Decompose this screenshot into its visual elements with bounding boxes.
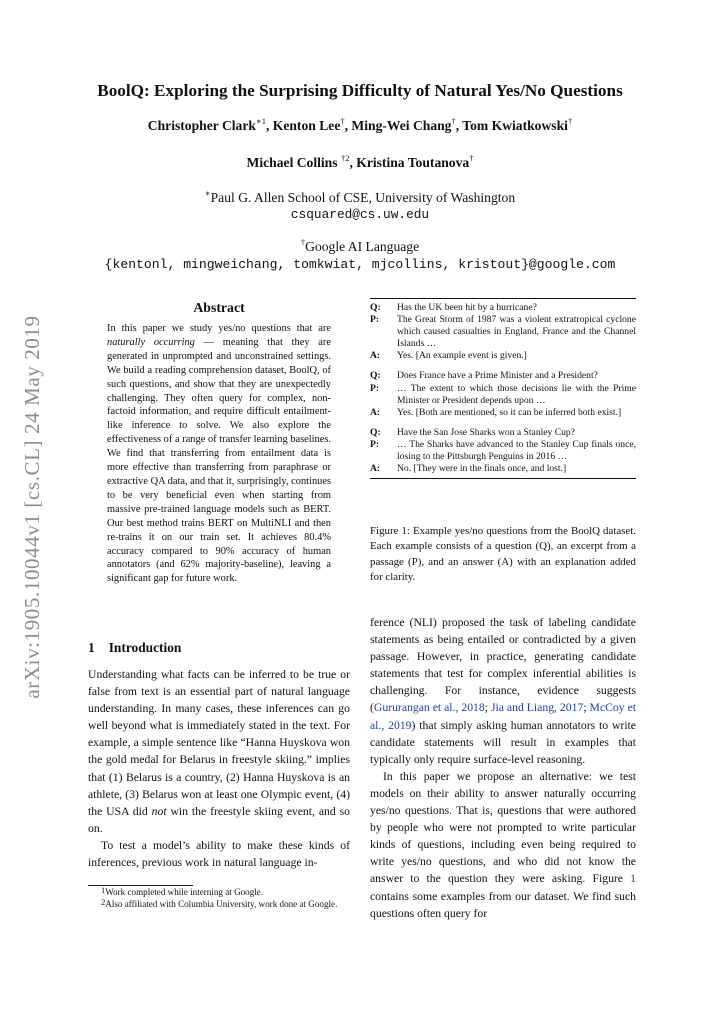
arxiv-stamp: arXiv:1905.10044v1 [cs.CL] 24 May 2019 — [20, 315, 44, 699]
abstract-text: In this paper we study yes/no questions that are naturally occurring — meaning that they are generated in unprompted and unconstrained settings. We build a reading comprehension dataset, BoolQ, of such questions, and show that they are unexpectedly challenging. They often query for complex, non-factoid information, and require difficult entailment-like inference to solve. We also explore the effectiveness of a range of transfer learning baselines. We find that transferring from entailment data is more effective than transferring from paraphrase or extractive QA data, and that it, surprisingly, continues to be very beneficial even when starting from massive pre-trained language models such as BERT. Our best method trains BERT on MultiNLI and then re-trains it on our train set. It achieves 80.4% accuracy compared to 90% accuracy of human annotators (and 62% majority-baseline), leaving a significant gap for future work. — [107, 323, 331, 585]
figure-ref-link[interactable]: 1 — [630, 872, 636, 886]
citation-link[interactable]: Gururangan et al., 2018 — [373, 701, 485, 715]
example-passage: P: … The extent to which those decisions lie with the Prime Minister or President depends upon … — [370, 382, 636, 406]
section-title: Introduction — [108, 640, 182, 655]
author-name: Kenton Lee — [272, 118, 341, 133]
author-mark: † — [451, 116, 456, 126]
footnote: $^2$Also affiliated with Columbia University, work done at Google. — [101, 896, 338, 909]
example-question: Q: Does France have a Prime Minister and a President? — [370, 370, 598, 382]
emphasis: naturally occurring — [107, 336, 195, 348]
paper-title: BoolQ: Exploring the Surprising Difficulty of Natural Yes/No Questions — [97, 81, 623, 100]
author-name: Tom Kwiatkowski — [462, 118, 568, 133]
affiliation-uw — [0, 190, 720, 206]
affiliation-mark: † — [300, 237, 306, 247]
example-passage: P: … The Sharks have advanced to the Stanley Cup finals once, losing to the Pittsburgh Penguins in 2016 … — [370, 438, 636, 463]
section-number: 1 — [88, 640, 95, 655]
emphasis: not — [151, 804, 167, 818]
right-column-body — [370, 614, 636, 922]
author-name: Michael Collins — [246, 155, 338, 170]
author-name: Christopher Clark — [147, 118, 256, 133]
example-answer: A: No. [They were in the finals once, and lost.] — [370, 463, 567, 475]
paragraph: To test a model’s ability to make these kinds of inferences, previous work in natural language in- — [88, 838, 350, 870]
author-mark: ∗1 — [255, 116, 266, 126]
citation-link[interactable]: McCoy et al., 2019 — [370, 701, 637, 732]
author-name: Ming-Wei Chang — [351, 118, 452, 133]
abstract-heading: Abstract — [193, 300, 245, 315]
figure-caption: Figure 1: Example yes/no questions from the BoolQ dataset. Each example consists of a question (Q), an excerpt from a passage (P), and an answer (A) with an explanation added for clarity. — [370, 525, 636, 583]
affiliation-email: csquared@cs.uw.edu — [290, 207, 430, 222]
section-heading — [88, 640, 181, 656]
author-mark: † — [567, 116, 573, 126]
affiliation-google — [0, 239, 720, 255]
author-mark: † — [469, 153, 474, 163]
affiliation-name: Paul G. Allen School of CSE, University of Washington — [210, 190, 516, 205]
affiliation-email: {kentonl, mingweichang, tomkwiat, mjcollins, kristout}@google.com — [104, 257, 616, 272]
author-mark: † — [340, 116, 345, 126]
figure-1-box — [370, 298, 636, 479]
paragraph: In this paper we propose an alternative: we test models on their ability to answer naturally occurring yes/no questions. That is, questions that were authored by people who were not prompted to write particular kinds of questions, including even being required to write yes/no questions, and who did not know the answer to the question they were asking. Figure 1 contains some examples from our dataset. We find such questions often query for — [370, 769, 636, 920]
citation-link[interactable]: Jia and Liang, 2017 — [490, 701, 584, 715]
author-line-2: Michael Collins $^{\dagger 2}$, Kristina Toutanova† — [246, 153, 474, 170]
affiliation-name: Google AI Language — [305, 239, 420, 254]
author-mark: †2 — [340, 153, 350, 163]
paragraph: ference (NLI) proposed the task of labeling candidate statements as being entailed or contradicted by a given passage. However, in practice, generating candidate statements that test for complex inferential abilities is challenging. For instance, evidence suggests (Gururangan et al., 2018; Jia and Liang, 2017; McCoy et al., 2019) that simply asking human annotators to write candidate statements will result in examples that typically only require surface-level reasoning. — [370, 616, 637, 766]
example-answer: A: Yes. [Both are mentioned, so it can be inferred both exist.] — [370, 406, 622, 418]
example-question: Q: Has the UK been hit by a hurricane? — [370, 302, 537, 313]
author-name: Kristina Toutanova — [356, 155, 470, 170]
example-question: Q: Have the San Jose Sharks won a Stanley Cup? — [370, 426, 575, 438]
example-passage: P: The Great Storm of 1987 was a violent extratropical cyclone which caused casualties in England, France and the Channel Islands … — [370, 314, 636, 350]
footnotes — [88, 887, 350, 910]
example-answer: A: Yes. [An example event is given.] — [370, 350, 527, 362]
left-column-body — [88, 666, 350, 871]
affiliation-mark: ∗ — [204, 188, 211, 198]
paragraph: Understanding what facts can be inferred to be true or false from text is an essential part of natural language understanding. In many cases, these inferences can go well beyond what is immediately stated in the text. For example, a simple sentence like “Hanna Huyskova won the gold medal for Belarus in freestyle skiing.” implies that (1) Belarus is a country, (2) Hanna Huyskova is an athlete, (3) Belarus won at least one Olympic event, (4) the USA did not win the freestyle skiing event, and so on. — [88, 668, 350, 835]
author-line-1: Christopher Clark$^{∗1}$, Kenton Lee†, Ming-Wei Chang†, Tom Kwiatkowski† — [147, 116, 573, 133]
footnote: $^1$Work completed while interning at Google. — [101, 885, 264, 897]
